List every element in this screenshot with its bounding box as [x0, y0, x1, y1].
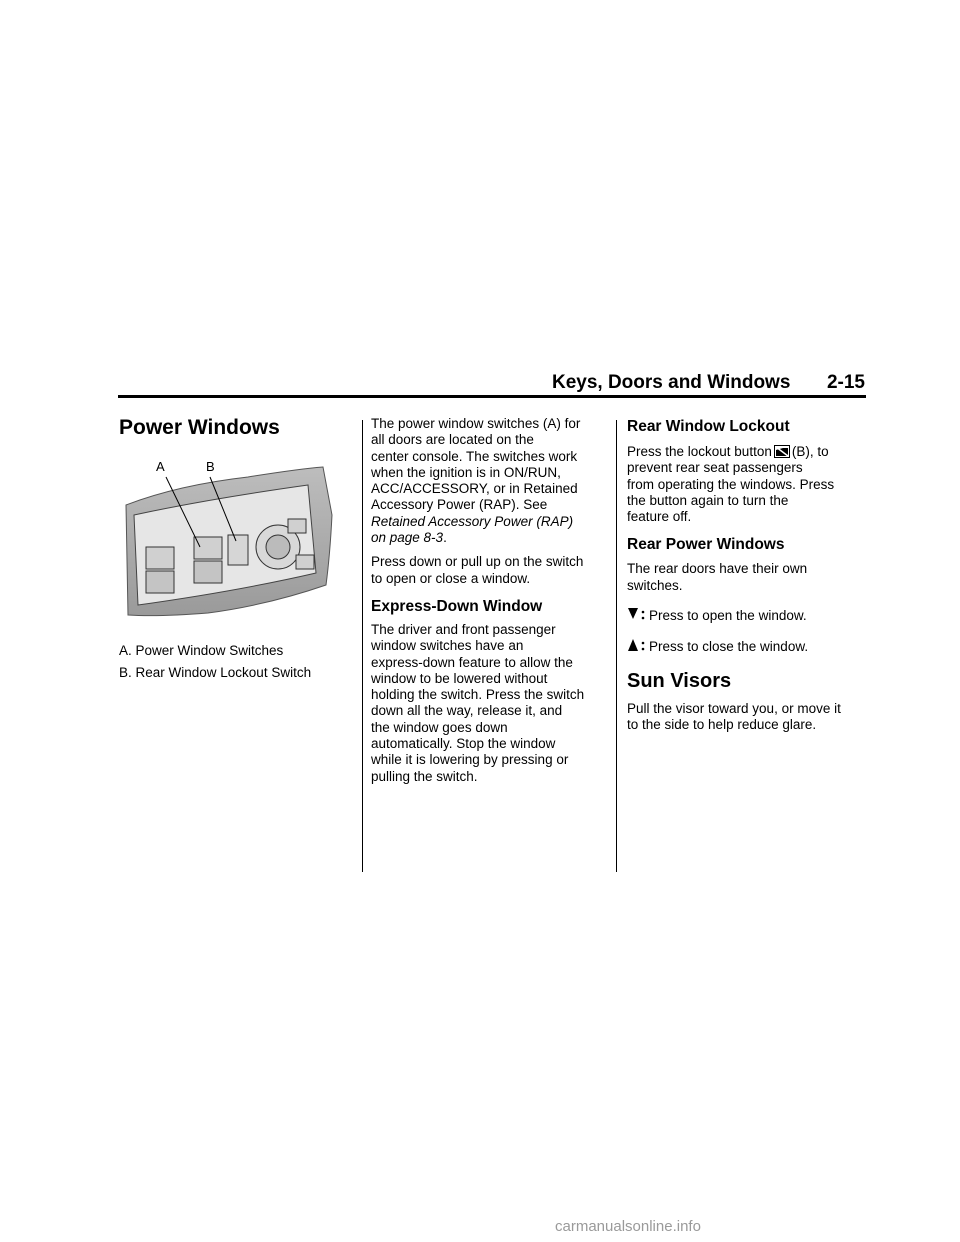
down-switch-row [627, 607, 867, 625]
column-divider-right [616, 420, 617, 872]
subheading-rear-window-lockout: Rear Window Lockout [627, 418, 790, 435]
chapter-title: Keys, Doors and Windows [551, 372, 791, 393]
column-1 [119, 416, 349, 440]
subheading-rear-power-windows: Rear Power Windows [627, 536, 785, 554]
rap-page-reference[interactable]: on page 8-3 [371, 530, 444, 546]
switch-usage-paragraph: Press down or pull up on the switch to open or close a window. [371, 554, 584, 586]
rear-windows-paragraph: The rear doors have their own switches. [627, 561, 808, 593]
window-lockout-icon [774, 445, 790, 458]
up-switch-text: Press to close the window. [649, 639, 809, 655]
power-window-switch-figure [118, 455, 338, 625]
up-switch-row [627, 638, 867, 656]
sun-visors-paragraph: Pull the visor toward you, or move it to the side to help reduce glare. [627, 701, 841, 733]
lockout-paragraph: Press the lockout button (B), to prevent rear seat passengers from operating the windows. Press the button again to turn the feature off. [627, 444, 835, 525]
subheading-express-down: Express-Down Window [371, 597, 543, 615]
section-heading-power-windows: Power Windows [119, 416, 280, 439]
switch-location-paragraph: The power window switches (A) for all doors are located on the center console. The switches work when the ignition is in ON/RUN, ACC/ACCESSORY, or in Retained Accessory Power (RAP). See Retained Accessory Power (RAP) on page 8-3. [371, 416, 581, 546]
figure-label-b: B [206, 459, 215, 474]
figure-caption-a: A. Power Window Switches [119, 643, 284, 658]
watermark: carmanualsonline.info [555, 1218, 701, 1235]
header-rule [118, 395, 866, 398]
down-arrow-icon [627, 607, 649, 625]
column-3 [627, 418, 867, 734]
page-number: 2-15 [826, 372, 865, 393]
figure-caption-b: B. Rear Window Lockout Switch [119, 665, 312, 680]
down-switch-text: Press to open the window. [649, 608, 807, 624]
figure-label-a: A [156, 459, 165, 474]
column-2 [371, 416, 611, 785]
up-arrow-icon [627, 638, 649, 656]
switch-illustration [118, 455, 338, 625]
rap-cross-reference[interactable]: Retained Accessory Power (RAP) [371, 513, 574, 529]
express-down-paragraph: The driver and front passenger window switches have an express-down feature to allow the window to be lowered without holding the switch. Press the switch down all the way, release it, and the window goes down automatically. Stop the window while it is lowering by pressing or pulling the switch. [371, 621, 585, 784]
section-heading-sun-visors: Sun Visors [627, 670, 732, 693]
column-divider-left [362, 420, 363, 872]
running-header [545, 372, 865, 394]
